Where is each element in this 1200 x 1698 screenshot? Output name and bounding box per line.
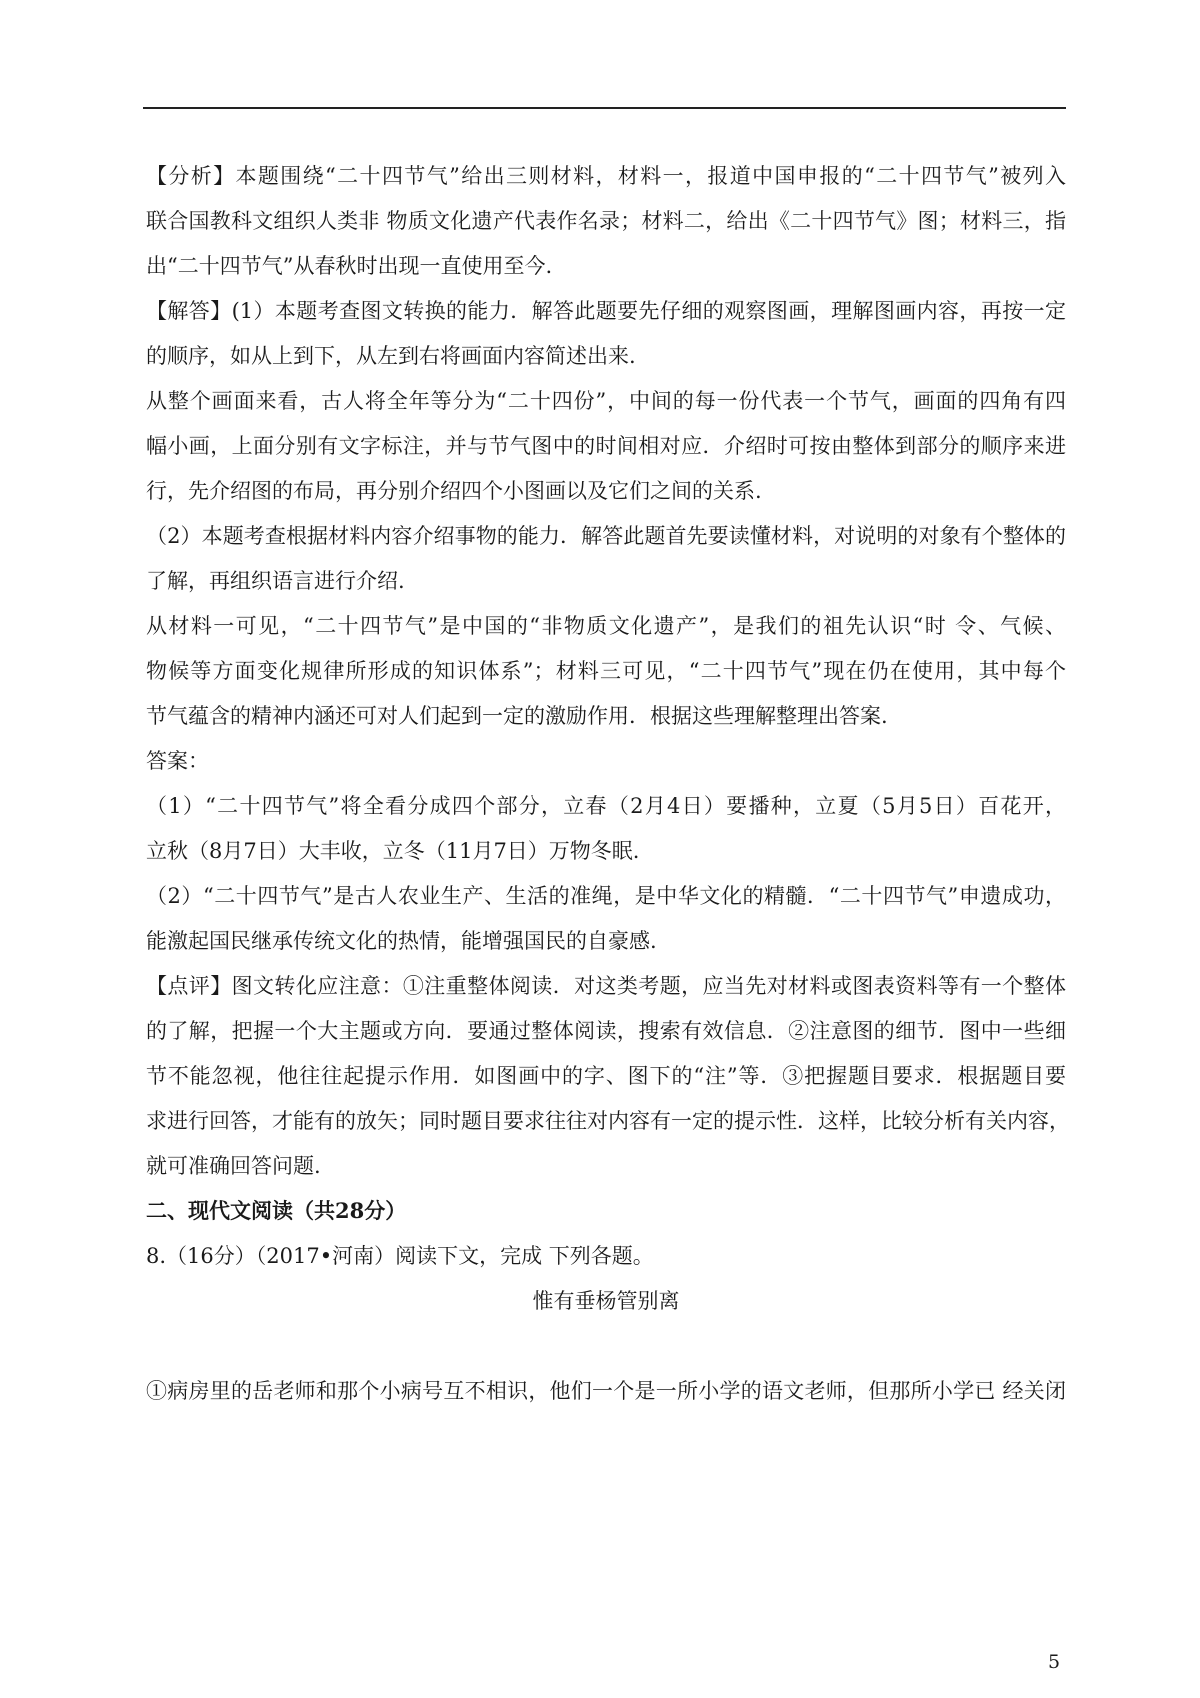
solution-line: 物候等方面变化规律所形成的知识体系”；材料三可见，“二十四节气”现在仍在使用，其中每个 <box>146 659 1066 683</box>
solution-line: 行，先介绍图的布局，再分别介绍四个小图画以及它们之间的关系. <box>146 479 762 503</box>
comment-line: 求进行回答，才能有的放矢；同时题目要求往往对内容有一定的提示性．这样，比较分析有关内容， <box>146 1109 1070 1133</box>
solution-line: （2）本题考查根据材料内容介绍事物的能力．解答此题首先要读懂材料，对说明的对象有个整体的 <box>146 524 1066 548</box>
question-line: 8.（16分）（2017•河南）阅读下文，完成 下列各题。 <box>146 1244 654 1268</box>
analysis-line: 联合国教科文组织人类非 物质文化遗产代表作名录；材料二，给出《二十四节气》图；材料三，指 <box>146 209 1066 233</box>
article-title: 惟有垂杨管别离 <box>532 1289 680 1313</box>
comment-line: 就可准确回答问题. <box>146 1154 321 1178</box>
comment-line: 【点评】图文转化应注意：①注重整体阅读．对这类考题，应当先对材料或图表资料等有一个整体 <box>146 974 1066 998</box>
section-heading: 二、现代文阅读（共28分） <box>146 1198 407 1223</box>
solution-line: 幅小画，上面分别有文字标注，并与节气图中的时间相对应．介绍时可按由整体到部分的顺序来进 <box>146 434 1066 458</box>
header-rule <box>143 107 1066 109</box>
answer-line: 立秋（8月7日）大丰收，立冬（11月7日）万物冬眠. <box>146 839 640 863</box>
analysis-line: 【分析】本题围绕“二十四节气”给出三则材料，材料一，报道中国申报的“二十四节气”被列入 <box>146 164 1066 188</box>
answer-line: 能激起国民继承传统文化的热情，能增强国民的自豪感. <box>146 929 657 953</box>
answer-label: 答案： <box>146 749 209 773</box>
article-first-line: ①病房里的岳老师和那个小病号互不相识，他们一个是一所小学的语文老师，但那所小学已 经关闭 <box>146 1379 1066 1403</box>
solution-line: 【解答】(1）本题考查图文转换的能力．解答此题要先仔细的观察图画，理解图画内容，再按一定 <box>146 299 1066 323</box>
solution-line: 了解，再组织语言进行介绍. <box>146 569 405 593</box>
solution-line: 从材料一可见，“二十四节气”是中国的“非物质文化遗产”，是我们的祖先认识“时 令、气候、 <box>146 614 1066 638</box>
comment-line: 的了解，把握一个大主题或方向．要通过整体阅读，搜索有效信息．②注意图的细节．图中一些细 <box>146 1019 1066 1043</box>
page-number: 5 <box>1048 1651 1061 1673</box>
page-content <box>146 163 1070 1423</box>
solution-line: 从整个画面来看，古人将全年等分为“二十四份”，中间的每一份代表一个节气，画面的四角有四 <box>146 389 1066 413</box>
answer-line: （2）“二十四节气”是古人农业生产、生活的准绳，是中华文化的精髓．“二十四节气”申遗成功， <box>146 884 1066 908</box>
solution-line: 节气蕴含的精神内涵还可对人们起到一定的激励作用．根据这些理解整理出答案. <box>146 704 888 728</box>
comment-line: 节不能忽视，他往往起提示作用．如图画中的字、图下的“注”等．③把握题目要求．根据题目要 <box>146 1064 1066 1088</box>
analysis-line: 出“二十四节气”从春秋时出现一直使用至今. <box>146 254 553 278</box>
solution-line: 的顺序，如从上到下，从左到右将画面内容简述出来. <box>146 344 636 368</box>
answer-line: （1）“二十四节气”将全看分成四个部分，立春（2月4日）要播种，立夏（5月5日）百花开， <box>146 794 1066 818</box>
